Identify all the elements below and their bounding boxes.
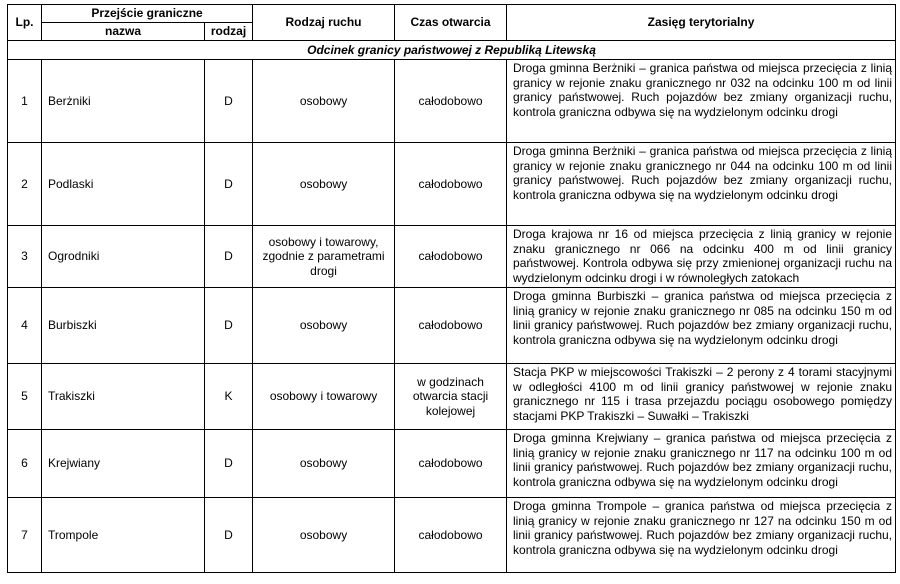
- cell-name: Trakiszki: [42, 364, 205, 430]
- cell-traffic: osobowy i towarowy, zgodnie z parametrami drogi: [253, 226, 395, 288]
- cell-scope: Droga gminna Burbiszki – granica państwa od miejsca przecięcia z linią granicy w rejonie znaku granicznego nr 085 na odcinku 150 m od linii granicy państwowej. Ruch pojazdów bez zmiany organizacji ruchu, kontrola graniczna odbywa się na wydzielonym odcinku drogi: [507, 288, 896, 364]
- cell-lp: 2: [8, 143, 42, 226]
- table-row: [8, 498, 896, 573]
- header-lp: Lp.: [8, 5, 42, 41]
- cell-scope: Droga gminna Berżniki – granica państwa od miejsca przecięcia z linią granicy w rejonie znaku granicznego nr 032 na odcinku 100 m od linii granicy państwowej. Ruch pojazdów bez zmiany organizacji ruchu, kontrola graniczna odbywa się na wydzielonym odcinku drogi: [507, 60, 896, 143]
- document-page: [7, 4, 895, 573]
- cell-kind: K: [205, 364, 253, 430]
- cell-scope: Droga gminna Trompole – granica państwa od miejsca przecięcia z linią granicy w rejonie znaku granicznego nr 127 na odcinku 150 m od linii granicy państwowej. Ruch pojazdów bez zmiany organizacji ruchu, kontrola graniczna odbywa się na wydzielonym odcinku drogi: [507, 498, 896, 573]
- cell-traffic: osobowy: [253, 430, 395, 498]
- cell-traffic: osobowy: [253, 60, 395, 143]
- cell-name: Podlaski: [42, 143, 205, 226]
- section-title: Odcinek granicy państwowej z Republiką Litewską: [8, 41, 896, 60]
- cell-kind: D: [205, 498, 253, 573]
- cell-hours: całodobowo: [395, 498, 507, 573]
- cell-kind: D: [205, 60, 253, 143]
- cell-name: Berżniki: [42, 60, 205, 143]
- cell-scope: Droga gminna Krejwiany – granica państwa od miejsca przecięcia z linią granicy w rejonie znaku granicznego nr 117 na odcinku 100 m od linii granicy państwowej. Ruch pojazdów bez zmiany organizacji ruchu, kontrola graniczna odbywa się na wydzielonym odcinku drogi: [507, 430, 896, 498]
- cell-name: Trompole: [42, 498, 205, 573]
- cell-kind: D: [205, 226, 253, 288]
- cell-hours: całodobowo: [395, 430, 507, 498]
- cell-lp: 7: [8, 498, 42, 573]
- cell-hours: całodobowo: [395, 60, 507, 143]
- header-scope: Zasięg terytorialny: [507, 5, 896, 41]
- cell-scope: Droga gminna Berżniki – granica państwa od miejsca przecięcia z linią granicy w rejonie znaku granicznego nr 044 na odcinku 100 m od linii granicy państwowej. Ruch pojazdów bez zmiany organizacji ruchu, kontrola graniczna odbywa się na wydzielonym odcinku drogi: [507, 143, 896, 226]
- header-name: nazwa: [42, 23, 205, 41]
- cell-traffic: osobowy: [253, 143, 395, 226]
- cell-name: Burbiszki: [42, 288, 205, 364]
- cell-name: Ogrodniki: [42, 226, 205, 288]
- cell-traffic: osobowy: [253, 498, 395, 573]
- cell-lp: 3: [8, 226, 42, 288]
- header-crossing: Przejście graniczne: [42, 5, 253, 23]
- table-row: [8, 288, 896, 364]
- cell-lp: 6: [8, 430, 42, 498]
- table-row: [8, 226, 896, 288]
- cell-traffic: osobowy: [253, 288, 395, 364]
- cell-scope: Stacja PKP w miejscowości Trakiszki – 2 perony z 4 torami stacyjnymi w odległości 4100 m od linii granicy państwowej w rejonie znaku granicznego nr 115 i trasa przejazdu pociągu osobowego pomiędzy stacjami PKP Trakiszki – Suwałki – Trakiszki: [507, 364, 896, 430]
- table-body: [8, 41, 896, 573]
- cell-name: Krejwiany: [42, 430, 205, 498]
- cell-lp: 1: [8, 60, 42, 143]
- cell-hours: całodobowo: [395, 226, 507, 288]
- table-header: [8, 5, 896, 41]
- cell-kind: D: [205, 143, 253, 226]
- table-row: [8, 430, 896, 498]
- table-row: [8, 143, 896, 226]
- border-crossings-table: [7, 4, 896, 573]
- cell-hours: w godzinach otwarcia stacji kolejowej: [395, 364, 507, 430]
- cell-lp: 4: [8, 288, 42, 364]
- table-row: [8, 60, 896, 143]
- cell-hours: całodobowo: [395, 143, 507, 226]
- table-row: [8, 364, 896, 430]
- cell-kind: D: [205, 288, 253, 364]
- header-hours: Czas otwarcia: [395, 5, 507, 41]
- cell-scope: Droga krajowa nr 16 od miejsca przecięcia z linią granicy w rejonie znaku granicznego nr 066 na odcinku 400 m od linii granicy państwowej. Kontrola odbywa się przy zmienionej organizacji ruchu na wydzielonym odcinku drogi i w równoległych zatokach: [507, 226, 896, 288]
- header-kind: rodzaj: [205, 23, 253, 41]
- cell-hours: całodobowo: [395, 288, 507, 364]
- cell-traffic: osobowy i towarowy: [253, 364, 395, 430]
- cell-lp: 5: [8, 364, 42, 430]
- cell-kind: D: [205, 430, 253, 498]
- header-traffic: Rodzaj ruchu: [253, 5, 395, 41]
